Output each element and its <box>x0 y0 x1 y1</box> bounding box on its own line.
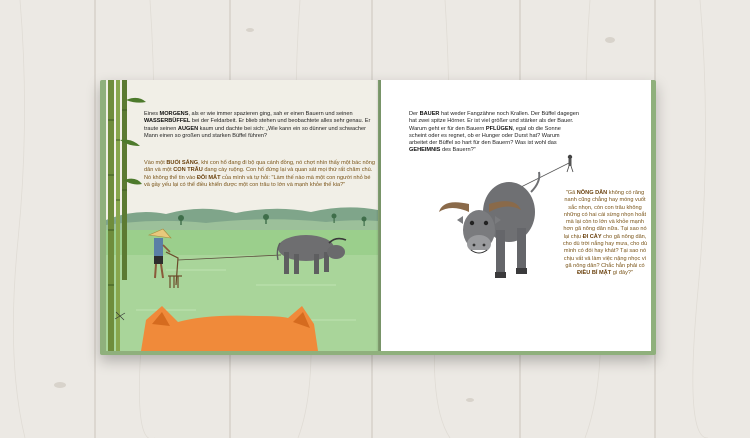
keyword-buoi-sang: BUỔI SÁNG <box>166 160 199 166</box>
keyword-dieu-bi-mat: ĐIỀU BÍ MẬT <box>576 270 612 277</box>
right-german-paragraph: Der BAUER hat weder Fangzähne noch Krallen. Der Büffel dagegen hat zwei spitze Hörner. Er ist viel größer und stärker als der Bauer. Warum geht er für den Bauern PFLÜGEN, egal ob die Sonne scheint oder es regnet, ob er Hunger oder Durst hat? Warum arbeitet der Büffel so hart für den Bauern? Was ist wohl das GEHEIMNIS des Bauern?" <box>409 111 579 154</box>
keyword-pfluegen: PFLÜGEN <box>485 125 513 132</box>
keyword-di-cay: ĐI CÀY <box>582 233 602 240</box>
keyword-morgens: MORGENS <box>159 111 189 117</box>
keyword-doi-mat: ĐÔI MẮT <box>196 174 221 181</box>
left-german-paragraph: Eines MORGENS, als er wie immer spazieren ging, sah er einen Bauern und seinen WASSERBÜFFEL bei der Feldarbeit. Er blieb stehen und beobachtete alles sehr genau. Er traute seinen AUGEN kaum und dachte bei sich: „Wie kann ein so dünner und schwacher Mann einen so großen und starken Büffel führen? <box>144 111 371 139</box>
keyword-nong-dan: NÔNG DÂN <box>576 190 608 196</box>
left-page <box>106 80 378 351</box>
left-vietnamese-paragraph: Vào một BUỔI SÁNG, khi con hổ đang đi bộ qua cánh đồng, nó chợt nhìn thấy một bác nông dân và một CON TRÂU đang cày ruộng. Con hổ đứng lại và quan sát mọi thứ rất chăm chú. Nó không thể tin vào ĐÔI MẮT của mình và tự hỏi: "Làm thế nào mà một con người nhỏ bé và gầy yếu lại có thể điều khiển được một con trâu to lớn và mạnh khỏe thế kia?" <box>144 160 375 188</box>
keyword-wasserbueffel: WASSERBÜFFEL <box>144 118 191 125</box>
keyword-geheimnis: GEHEIMNIS <box>409 147 441 154</box>
right-page <box>381 80 651 351</box>
keyword-bauer: BAUER <box>419 111 440 117</box>
keyword-augen: AUGEN <box>177 125 199 132</box>
keyword-con-trau: CON TRÂU <box>173 167 203 174</box>
right-vietnamese-paragraph: "Gã NÔNG DÂN không có răng nanh cũng chẳng hay móng vuốt sắc nhọn, còn con trâu không những có hai cái sừng nhọn hoắt mà lại còn to lớn và khỏe mạnh hơn gã nông dân nữa. Tại sao nó lại chịu ĐI CÀY cho gã nông dân, cho dù trời nắng hay mưa, cho dù mình có đói hay khát? Tại sao nó chịu vất vả làm việc nặng nhọc vì gã nông dân? Chắc hẳn phải có ĐIỀU BÍ MẬT gì đây?" <box>562 190 648 277</box>
